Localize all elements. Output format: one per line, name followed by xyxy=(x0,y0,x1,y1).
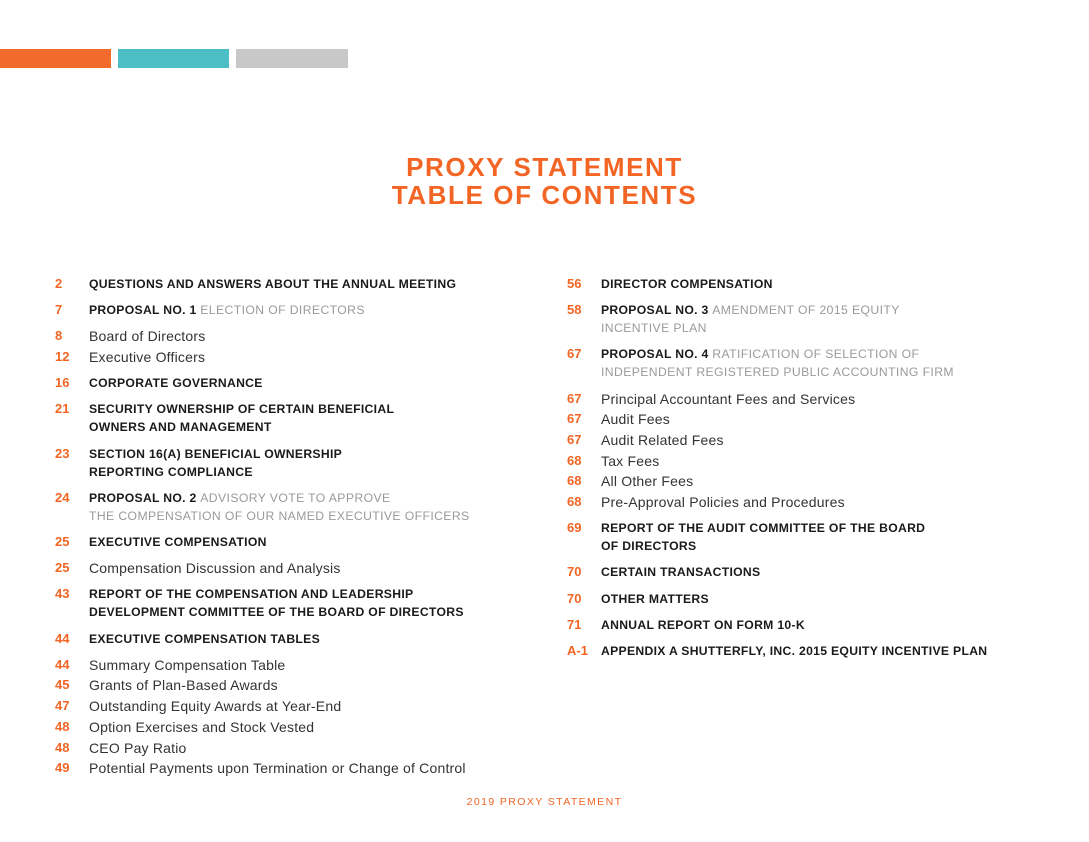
toc-entry-title: Compensation Discussion and Analysis xyxy=(89,560,341,577)
toc-entry-title: SECURITY OWNERSHIP OF CERTAIN BENEFICIAL OWNERS AND MANAGEMENT xyxy=(89,402,395,435)
toc-entry-title: CEO Pay Ratio xyxy=(89,739,187,756)
toc-page-number: 7 xyxy=(55,302,63,318)
toc-entry[interactable] xyxy=(567,410,1037,428)
toc-entry-title: APPENDIX A SHUTTERFLY, INC. 2015 EQUITY INCENTIVE PLAN xyxy=(601,643,988,658)
toc-entry[interactable] xyxy=(567,493,1037,511)
toc-entry-title xyxy=(601,301,900,337)
toc-entry[interactable] xyxy=(55,275,525,293)
toc-entry[interactable] xyxy=(55,348,525,366)
toc-entry-title: EXECUTIVE COMPENSATION xyxy=(89,535,267,549)
toc-entry[interactable] xyxy=(567,275,1037,293)
toc-entry[interactable] xyxy=(567,563,1037,581)
proposal-number: PROPOSAL NO. 4 xyxy=(601,347,709,362)
toc-entry[interactable] xyxy=(567,519,1037,555)
accent-bar-gray xyxy=(236,49,348,68)
toc-entry-title: Potential Payments upon Termination or Change of Control xyxy=(89,760,466,777)
page-footer: 2019 PROXY STATEMENT xyxy=(466,796,623,808)
toc-page-number: 56 xyxy=(567,276,582,291)
toc-entry[interactable] xyxy=(567,616,1037,634)
toc-page-number: 71 xyxy=(567,616,582,632)
proposal-description: RATIFICATION OF SELECTION OF INDEPENDENT REGISTERED PUBLIC ACCOUNTING FIRM xyxy=(601,347,954,380)
toc-page-number: 68 xyxy=(567,452,582,468)
toc-entry-title: Executive Officers xyxy=(89,349,206,366)
toc-page-number: 44 xyxy=(55,630,70,646)
toc-entry-title: SECTION 16(A) BENEFICIAL OWNERSHIP REPORTING COMPLIANCE xyxy=(89,446,343,479)
toc-page-number: 21 xyxy=(55,401,70,417)
toc-entry[interactable] xyxy=(567,642,1037,660)
toc-entry[interactable] xyxy=(567,390,1037,408)
toc-page-number: 24 xyxy=(55,489,70,505)
toc-entry[interactable] xyxy=(55,630,525,648)
proposal-description: ELECTION OF DIRECTORS xyxy=(200,303,365,318)
toc-entry-title: DIRECTOR COMPENSATION xyxy=(601,277,773,291)
toc-entry[interactable] xyxy=(567,345,1037,381)
toc-page-number: 58 xyxy=(567,302,582,318)
toc-entry[interactable] xyxy=(55,301,525,319)
toc-entry[interactable] xyxy=(567,452,1037,470)
page-title xyxy=(0,153,1089,209)
toc-page-number: 8 xyxy=(55,328,63,344)
toc-entry-title: ANNUAL REPORT ON FORM 10-K xyxy=(601,617,805,632)
toc-entry[interactable] xyxy=(55,489,525,525)
toc-page-number: 68 xyxy=(567,473,582,489)
toc-entry-title: Principal Accountant Fees and Services xyxy=(601,390,856,407)
proposal-number: PROPOSAL NO. 3 xyxy=(601,303,709,318)
accent-bar-orange xyxy=(0,49,111,68)
toc-entry-title: Audit Fees xyxy=(601,411,670,428)
toc-entry[interactable] xyxy=(567,431,1037,449)
toc-page-number: 48 xyxy=(55,739,70,755)
toc-page-number: 48 xyxy=(55,718,70,734)
toc-entry-title: All Other Fees xyxy=(601,473,694,490)
toc-page-number: 68 xyxy=(567,494,582,509)
toc-entry-title: Board of Directors xyxy=(89,328,206,345)
toc-left-column xyxy=(55,275,525,777)
toc-page-number: 70 xyxy=(567,590,582,606)
toc-entry-title xyxy=(601,345,954,381)
toc-entry[interactable] xyxy=(55,533,525,551)
toc-page-number: 70 xyxy=(567,564,582,580)
toc-entry-title: Summary Compensation Table xyxy=(89,656,286,673)
toc-entry-title xyxy=(89,301,365,319)
toc-page-number: 12 xyxy=(55,349,70,365)
toc-page-number: A-1 xyxy=(567,642,588,658)
toc-page-number: 44 xyxy=(55,656,70,672)
toc-entry-title: Pre-Approval Policies and Procedures xyxy=(601,494,845,510)
toc-page-number: 67 xyxy=(567,346,582,362)
toc-entry[interactable] xyxy=(567,590,1037,608)
toc-entry-title: OTHER MATTERS xyxy=(601,591,709,606)
toc-entry-title xyxy=(89,489,470,525)
toc-page-number: 67 xyxy=(567,390,582,406)
toc-page-number: 67 xyxy=(567,411,582,427)
toc-entry-title: Audit Related Fees xyxy=(601,431,724,448)
toc-entry-title: Grants of Plan-Based Awards xyxy=(89,677,278,694)
toc-entry-title: CERTAIN TRANSACTIONS xyxy=(601,565,761,580)
toc-page-number: 49 xyxy=(55,760,70,776)
toc-entry-title: Outstanding Equity Awards at Year-End xyxy=(89,698,342,715)
toc-entry[interactable] xyxy=(55,374,525,392)
toc-entry-title: Tax Fees xyxy=(601,452,660,469)
toc-page-number: 43 xyxy=(55,586,70,602)
toc-entry[interactable] xyxy=(55,327,525,345)
toc-page-number: 45 xyxy=(55,677,70,693)
toc-page-number: 23 xyxy=(55,445,70,461)
toc-entry-title: QUESTIONS AND ANSWERS ABOUT THE ANNUAL MEETING xyxy=(89,277,457,291)
toc-entry-title: EXECUTIVE COMPENSATION TABLES xyxy=(89,631,321,646)
toc-entry[interactable] xyxy=(55,718,525,736)
toc-right-column xyxy=(567,275,1037,660)
proposal-description: AMENDMENT OF 2015 EQUITY INCENTIVE PLAN xyxy=(601,303,900,336)
proposal-number: PROPOSAL NO. 2 xyxy=(89,490,197,505)
toc-entry[interactable] xyxy=(55,400,525,436)
toc-entry[interactable] xyxy=(55,445,525,481)
toc-entry[interactable] xyxy=(55,697,525,715)
toc-entry[interactable] xyxy=(55,559,525,577)
toc-entry[interactable] xyxy=(567,301,1037,337)
toc-entry[interactable] xyxy=(55,585,525,621)
title-line-1: PROXY STATEMENT xyxy=(406,152,683,182)
toc-entry[interactable] xyxy=(55,739,525,757)
toc-entry[interactable] xyxy=(55,759,525,777)
toc-page-number: 25 xyxy=(55,534,70,549)
accent-bar-teal xyxy=(118,49,229,68)
toc-entry-title: REPORT OF THE COMPENSATION AND LEADERSHIP DEVELOPMENT COMMITTEE OF THE BOARD OF DIRECTORS xyxy=(89,587,464,620)
toc-page-number: 47 xyxy=(55,698,70,714)
toc-entry-title: CORPORATE GOVERNANCE xyxy=(89,376,263,391)
toc-entry[interactable] xyxy=(567,472,1037,490)
toc-page-number: 69 xyxy=(567,520,582,536)
title-line-2: TABLE OF CONTENTS xyxy=(391,180,698,210)
toc-entry-title: REPORT OF THE AUDIT COMMITTEE OF THE BOARD OF DIRECTORS xyxy=(601,521,926,554)
toc-page-number: 16 xyxy=(55,375,70,391)
proposal-number: PROPOSAL NO. 1 xyxy=(89,303,197,318)
toc-entry[interactable] xyxy=(55,676,525,694)
proposal-description: ADVISORY VOTE TO APPROVE THE COMPENSATION OF OUR NAMED EXECUTIVE OFFICERS xyxy=(89,490,470,523)
toc-page-number: 25 xyxy=(55,560,70,576)
toc-entry-title: Option Exercises and Stock Vested xyxy=(89,718,315,735)
toc-page-number: 2 xyxy=(55,276,63,291)
toc-page-number: 67 xyxy=(567,431,582,447)
toc-entry[interactable] xyxy=(55,656,525,674)
